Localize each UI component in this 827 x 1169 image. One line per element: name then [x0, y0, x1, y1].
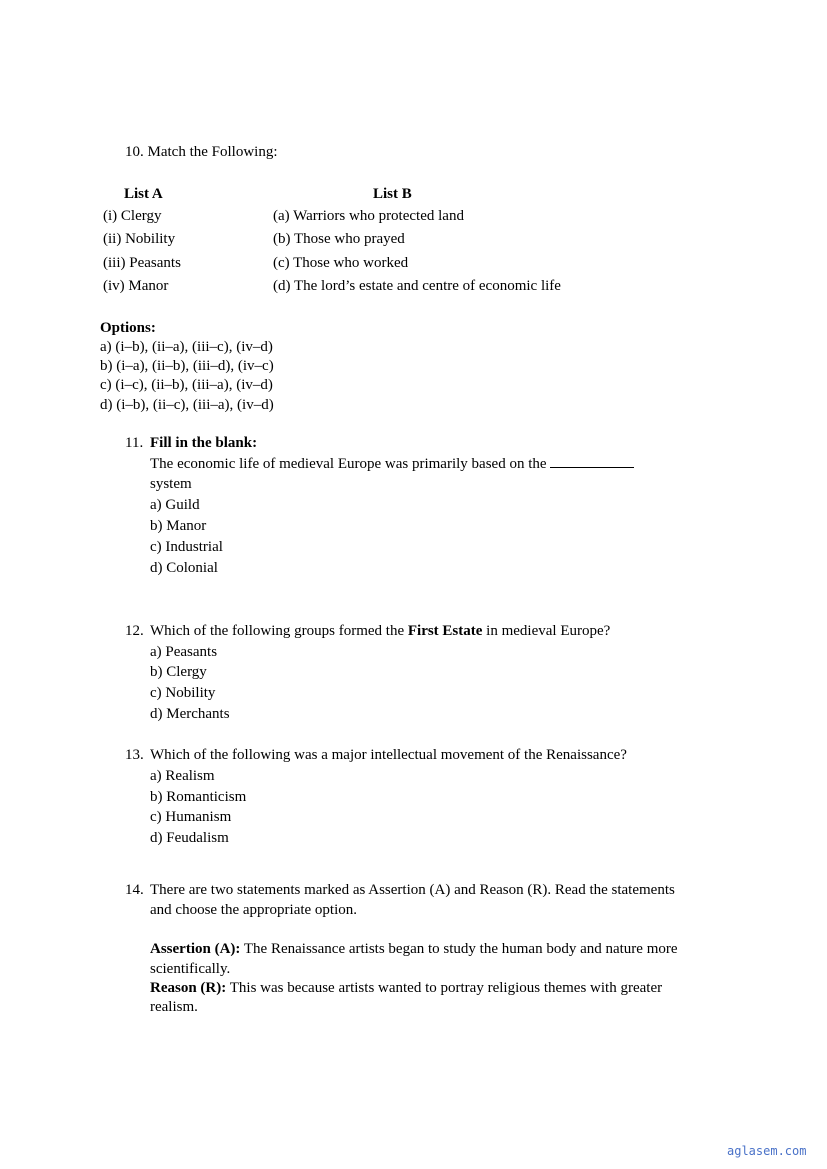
q14-number: 14.: [125, 882, 144, 898]
list-b-item: (d) The lord’s estate and centre of economic life: [273, 278, 561, 294]
q13-option: a) Realism: [150, 768, 215, 784]
q11-question-text: The economic life of medieval Europe was primarily based on the: [150, 456, 547, 472]
q10-option: b) (i–a), (ii–b), (iii–d), (iv–c): [100, 358, 274, 374]
options-label: Options:: [100, 320, 156, 336]
q12-number: 12.: [125, 623, 144, 639]
assertion-label: Assertion (A):: [150, 941, 241, 957]
list-b-item: (a) Warriors who protected land: [273, 208, 464, 224]
list-a-item: (iii) Peasants: [103, 255, 181, 271]
q13-option: d) Feudalism: [150, 830, 229, 846]
q12-option: d) Merchants: [150, 706, 230, 722]
reason-label: Reason (R):: [150, 980, 227, 996]
reason: [150, 978, 662, 998]
answer-blank: [550, 455, 634, 468]
q11-option: a) Guild: [150, 497, 200, 513]
list-a-item: (iv) Manor: [103, 278, 169, 294]
list-b-item: (b) Those who prayed: [273, 231, 405, 247]
q11-title: Fill in the blank:: [150, 435, 258, 451]
assertion-text: The Renaissance artists began to study the human body and nature more: [243, 941, 678, 957]
q12-option: a) Peasants: [150, 644, 218, 660]
q11-text: [150, 454, 634, 474]
q14-line1: There are two statements marked as Assertion (A) and Reason (R). Read the statements: [150, 882, 675, 898]
q14-line2: and choose the appropriate option.: [150, 902, 358, 918]
q13-text: Which of the following was a major intellectual movement of the Renaissance?: [150, 747, 627, 763]
q12-option: b) Clergy: [150, 664, 207, 680]
assertion-text-cont: scientifically.: [150, 961, 231, 977]
q12-text: [150, 621, 610, 641]
assertion: [150, 939, 678, 959]
footer-site-link[interactable]: aglasem.com: [727, 1144, 807, 1158]
q11-number: 11.: [125, 435, 144, 451]
q10-heading: 10. Match the Following:: [125, 144, 278, 160]
q12-text-before: Which of the following groups formed the: [150, 623, 405, 639]
q10-option: a) (i–b), (ii–a), (iii–c), (iv–d): [100, 339, 273, 355]
q13-option: c) Humanism: [150, 809, 232, 825]
q10-option: d) (i–b), (ii–c), (iii–a), (iv–d): [100, 397, 274, 413]
reason-text: This was because artists wanted to portray religious themes with greater: [229, 980, 663, 996]
q13-option: b) Romanticism: [150, 789, 247, 805]
q12-text-bold: First Estate: [407, 623, 483, 639]
q13-number: 13.: [125, 747, 144, 763]
list-b-item: (c) Those who worked: [273, 255, 409, 271]
q11-option: d) Colonial: [150, 560, 218, 576]
q11-option: b) Manor: [150, 518, 207, 534]
q12-text-after: in medieval Europe?: [486, 623, 611, 639]
list-a-header: List A: [124, 186, 163, 202]
list-a-item: (ii) Nobility: [103, 231, 176, 247]
q11-option: c) Industrial: [150, 539, 223, 555]
list-b-header: List B: [373, 186, 412, 202]
list-a-item: (i) Clergy: [103, 208, 162, 224]
q12-option: c) Nobility: [150, 685, 216, 701]
q11-text-end: system: [150, 476, 192, 492]
reason-text-cont: realism.: [150, 999, 198, 1015]
q10-option: c) (i–c), (ii–b), (iii–a), (iv–d): [100, 377, 273, 393]
